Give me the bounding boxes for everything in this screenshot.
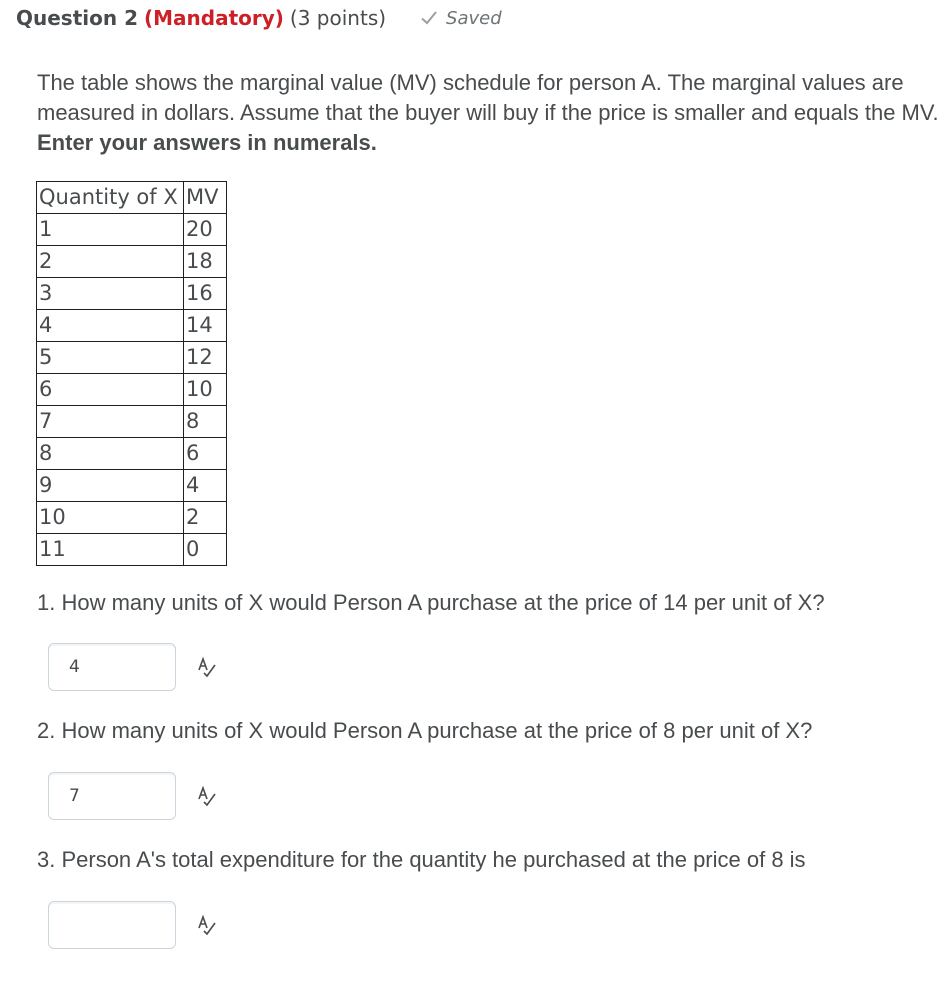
table-row <box>37 502 227 534</box>
table-cell-mv: 0 <box>184 534 227 566</box>
answer-input-2[interactable]: 7 <box>48 772 176 820</box>
table-cell-quantity: 4 <box>37 310 184 342</box>
table-header-mv: MV <box>184 182 227 214</box>
question-prompt <box>37 68 942 158</box>
table-cell-quantity: 11 <box>37 534 184 566</box>
answer-input-1[interactable]: 4 <box>48 643 176 691</box>
prompt-text: The table shows the marginal value (MV) schedule for person A. The marginal values are measured in dollars. Assume that the buyer will buy if the price is smaller and equals the MV. <box>37 70 939 125</box>
table-cell-mv: 8 <box>184 406 227 438</box>
answer-input-3[interactable] <box>48 901 176 949</box>
table-cell-quantity: 7 <box>37 406 184 438</box>
table-cell-mv: 16 <box>184 278 227 310</box>
table-cell-mv: 4 <box>184 470 227 502</box>
check-icon <box>420 9 438 27</box>
question-header <box>16 4 502 32</box>
table-cell-mv: 2 <box>184 502 227 534</box>
table-cell-mv: 12 <box>184 342 227 374</box>
table-cell-quantity: 1 <box>37 214 184 246</box>
table-row <box>37 406 227 438</box>
table-cell-quantity: 2 <box>37 246 184 278</box>
table-cell-quantity: 6 <box>37 374 184 406</box>
table-cell-mv: 18 <box>184 246 227 278</box>
table-cell-quantity: 5 <box>37 342 184 374</box>
table-row <box>37 278 227 310</box>
points-label: (3 points) <box>289 6 387 30</box>
spellcheck-icon[interactable] <box>196 914 218 936</box>
saved-status-text: Saved <box>446 7 502 29</box>
table-cell-quantity: 9 <box>37 470 184 502</box>
mv-schedule-table <box>36 181 227 566</box>
table-row <box>37 438 227 470</box>
table-cell-mv: 6 <box>184 438 227 470</box>
table-row <box>37 310 227 342</box>
spellcheck-icon[interactable] <box>196 785 218 807</box>
table-cell-mv: 20 <box>184 214 227 246</box>
table-row <box>37 214 227 246</box>
table-cell-quantity: 10 <box>37 502 184 534</box>
sub-question-1: 1. How many units of X would Person A purchase at the price of 14 per unit of X? <box>37 590 825 615</box>
table-row <box>37 534 227 566</box>
table-header-row <box>37 182 227 214</box>
saved-status <box>420 8 502 29</box>
table-cell-quantity: 3 <box>37 278 184 310</box>
table-cell-quantity: 8 <box>37 438 184 470</box>
prompt-emphasis: Enter your answers in numerals. <box>37 130 377 155</box>
table-row <box>37 470 227 502</box>
sub-question-3: 3. Person A's total expenditure for the quantity he purchased at the price of 8 is <box>37 847 806 872</box>
sub-question-2: 2. How many units of X would Person A purchase at the price of 8 per unit of X? <box>37 718 813 743</box>
mandatory-label: (Mandatory) <box>143 6 284 30</box>
question-title: Question 2 <box>16 6 138 30</box>
table-header-quantity: Quantity of X <box>37 182 184 214</box>
table-cell-mv: 14 <box>184 310 227 342</box>
table-row <box>37 374 227 406</box>
table-row <box>37 246 227 278</box>
table-cell-mv: 10 <box>184 374 227 406</box>
table-row <box>37 342 227 374</box>
spellcheck-icon[interactable] <box>196 656 218 678</box>
